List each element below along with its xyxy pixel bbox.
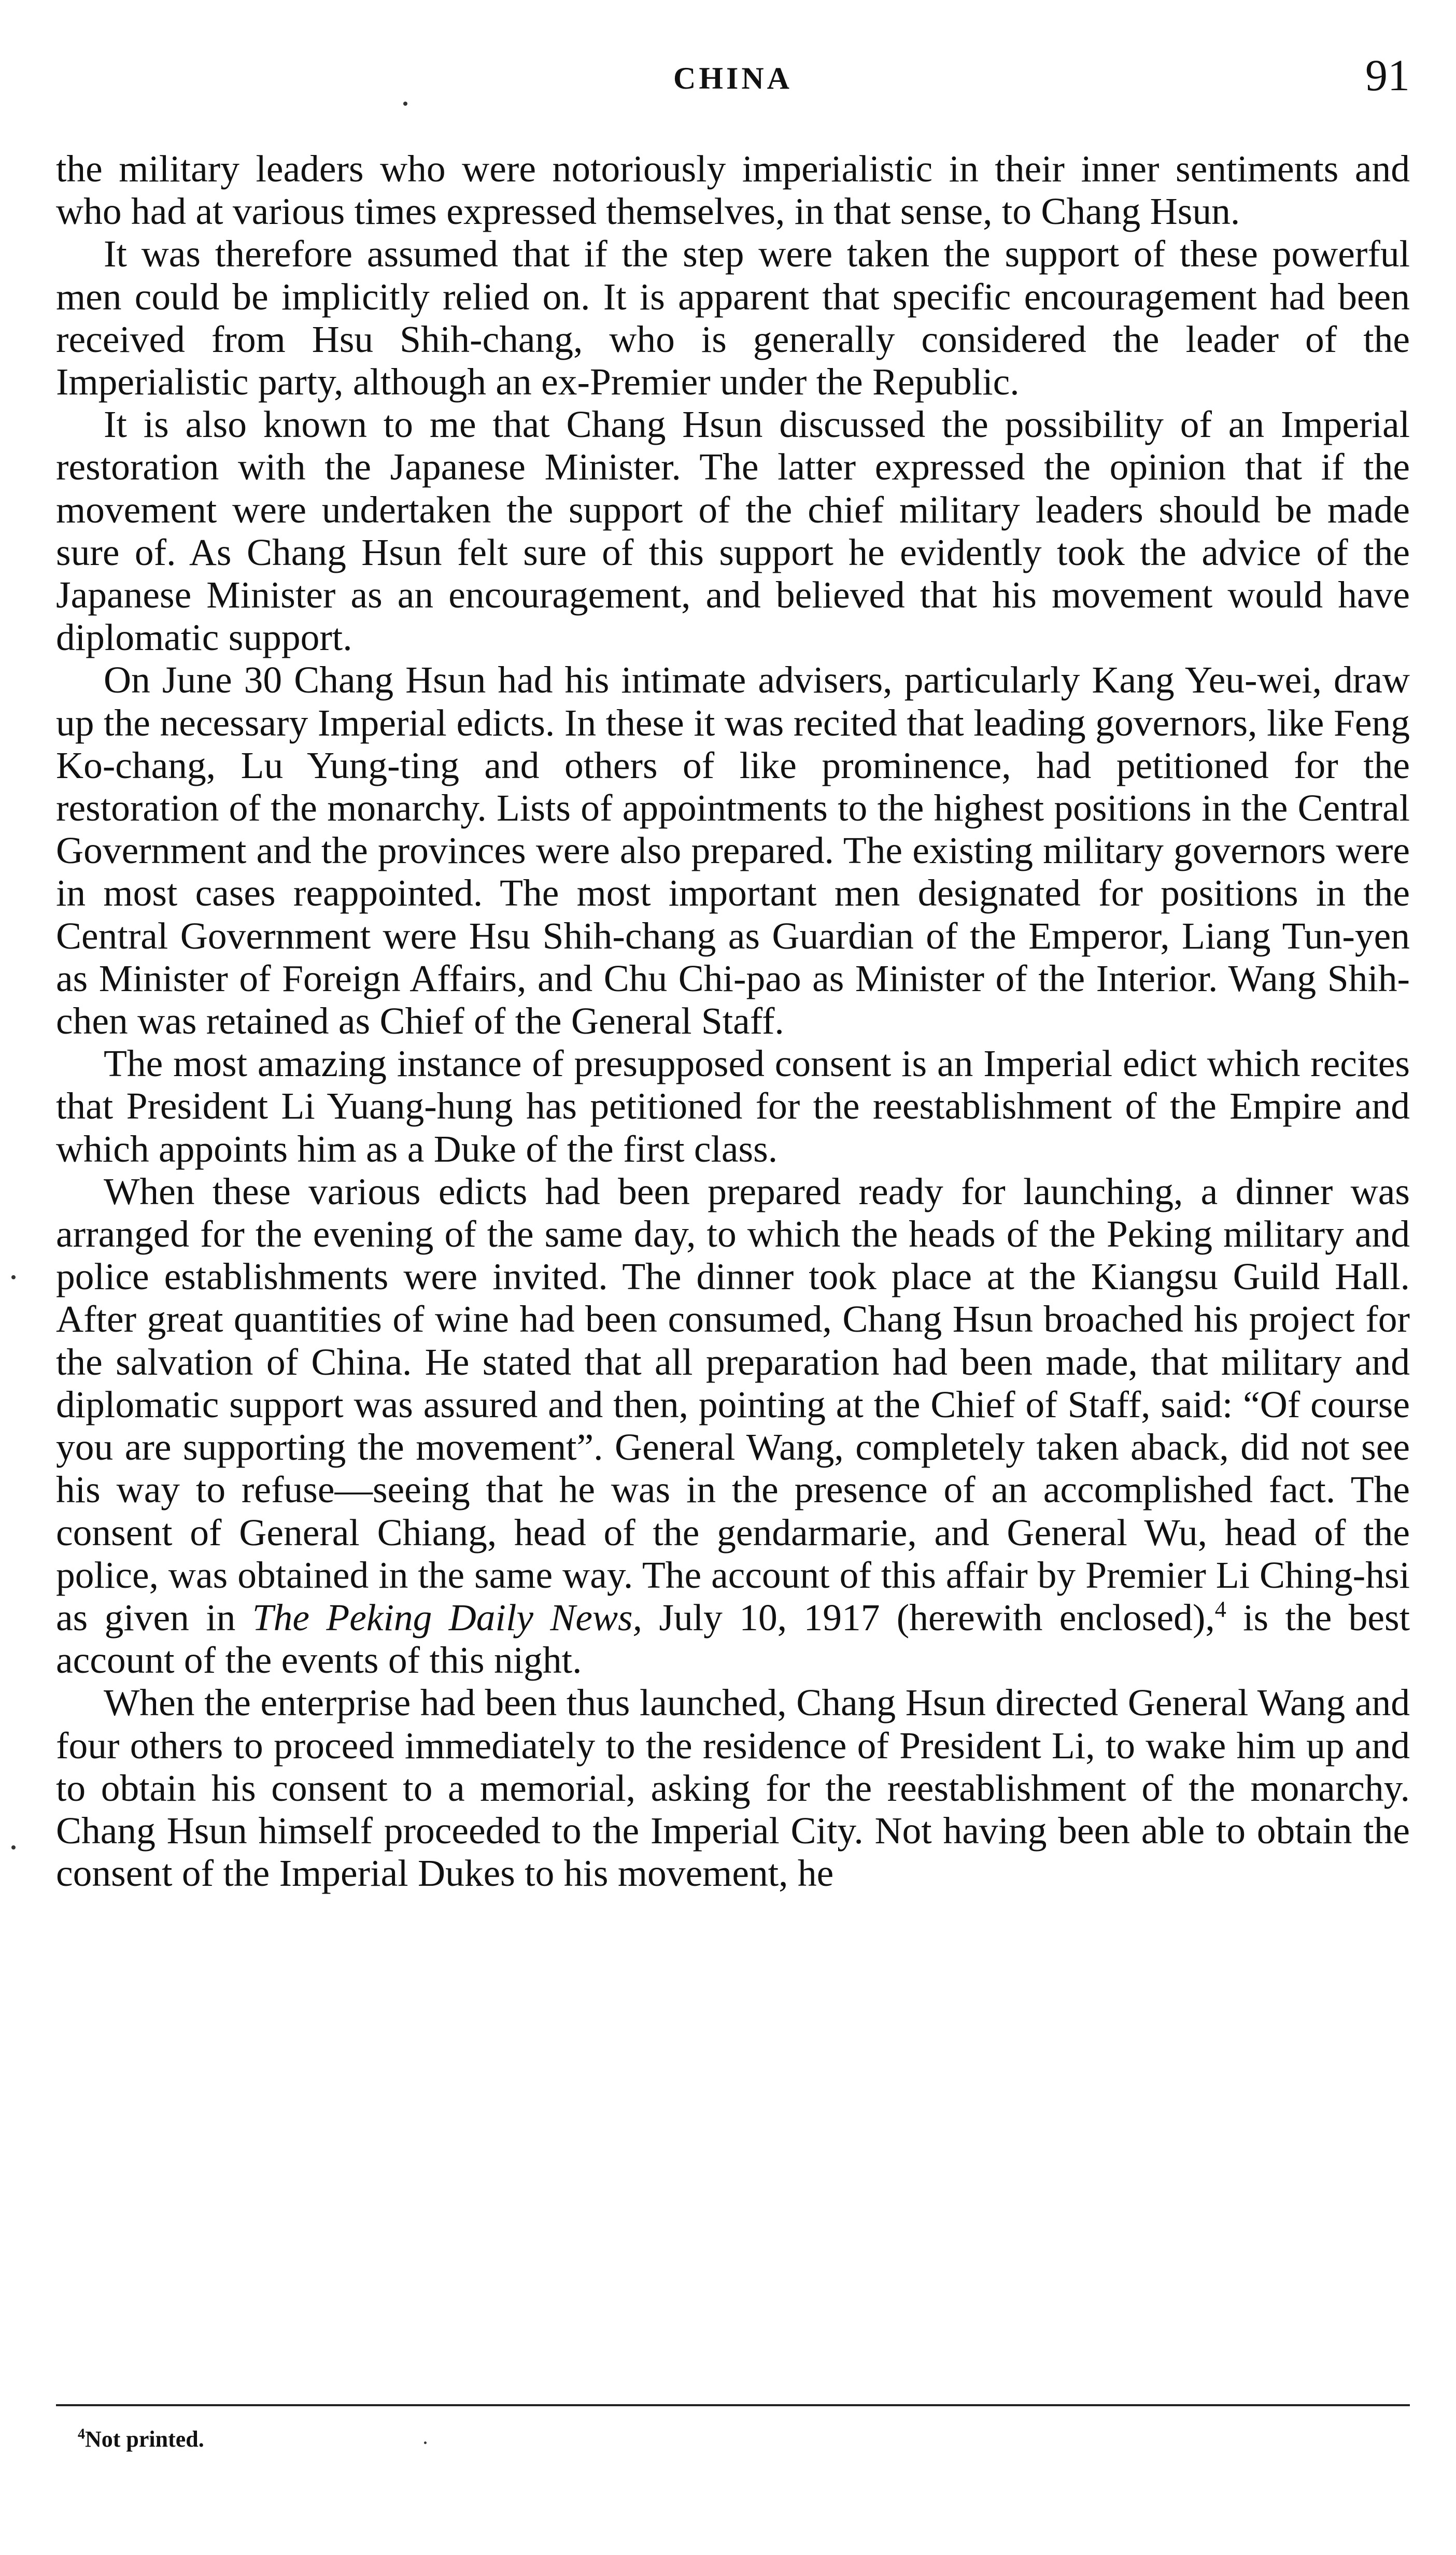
paragraph-text: When these various edicts had been prepared ready for launching, a dinner was arranged for the evening of the same day, to which the heads of the Peking military and police establishments were invited. The dinner took place at the Kiangsu Guild Hall. After great quantities of wine had been consumed, Chang Hsun broached his project for the salvation of China. He stated that all preparation had been made, that military and diplomatic support was assured and then, pointing at the Chief of Staff, said: “Of course you are supporting the movement”. General Wang, completely taken aback, did not see his way to refuse—seeing that he was in the presence of an accomplished fact. The consent of General Chiang, head of the gendarmarie, and General Wu, head of the police, was obtained in the same way. The account of this affair by Premier Li Ching-hsi as given in <box>56 1170 1410 1639</box>
print-speck <box>424 2441 427 2444</box>
citation-title: The Peking Daily News, <box>252 1596 643 1639</box>
print-speck <box>403 102 407 106</box>
paragraph: It is also known to me that Chang Hsun discussed the possibility of an Imperial restoration with the Japanese Minister. The latter expressed the opinion that if the movement were undertaken the support of the chief military leaders should be made sure of. As Chang Hsun felt sure of this support he evidently took the advice of the Japanese Minister as an encouragement, and believed that his movement would have diplomatic support. <box>56 403 1410 659</box>
footnote-divider <box>56 2404 1410 2406</box>
page-number: 91 <box>1365 50 1410 100</box>
paragraph: the military leaders who were notoriously imperialistic in their inner sentiments and who had at various times expressed themselves, in that sense, to Chang Hsun. <box>56 148 1410 233</box>
footnote-reference[interactable]: 4 <box>1214 1596 1226 1622</box>
paragraph: The most amazing instance of presupposed consent is an Imperial edict which recites that President Li Yuang-hung has petitioned for the reestablishment of the Empire and which appoints him as a Duke of the first class. <box>56 1042 1410 1170</box>
page-header <box>56 49 1410 106</box>
footnote <box>78 2426 204 2452</box>
paragraph: When the enterprise had been thus launched, Chang Hsun directed General Wang and four others to proceed immediately to the residence of President Li, to wake him up and to obtain his consent to a memorial, asking for the reestablishment of the monarchy. Chang Hsun himself proceeded to the Imperial City. Not having been able to obtain the consent of the Imperial Dukes to his movement, he <box>56 1682 1410 1895</box>
citation-date: July 10, 1917 (herewith enclosed), <box>642 1596 1215 1639</box>
footnote-text: Not printed. <box>85 2426 204 2452</box>
running-head: CHINA <box>673 61 793 95</box>
footnote-marker: 4 <box>78 2426 85 2443</box>
print-speck <box>11 1275 16 1279</box>
body-text <box>56 148 1410 1895</box>
paragraph-end: is the best account of the events of this night. <box>56 1596 1410 1682</box>
paragraph: On June 30 Chang Hsun had his intimate advisers, particularly Kang Yeu-wei, draw up the necessary Imperial edicts. In these it was recited that leading governors, like Feng Ko-chang, Lu Yung-ting and others of like prominence, had petitioned for the restoration of the monarchy. Lists of appointments to the highest positions in the Central Government and the provinces were also prepared. The existing military governors were in most cases reappointed. The most important men designated for positions in the Central Government were Hsu Shih-chang as Guardian of the Emperor, Liang Tun-yen as Minister of Foreign Affairs, and Chu Chi-pao as Minister of the Interior. Wang Shih-chen was retained as Chief of the General Staff. <box>56 659 1410 1042</box>
print-speck <box>11 1845 16 1850</box>
paragraph: It was therefore assumed that if the step were taken the support of these powerful men could be implicitly relied on. It is apparent that specific encouragement had been received from Hsu Shih-chang, who is generally considered the leader of the Imperialistic party, although an ex-Premier under the Republic. <box>56 233 1410 403</box>
paragraph-with-citation <box>56 1170 1410 1682</box>
